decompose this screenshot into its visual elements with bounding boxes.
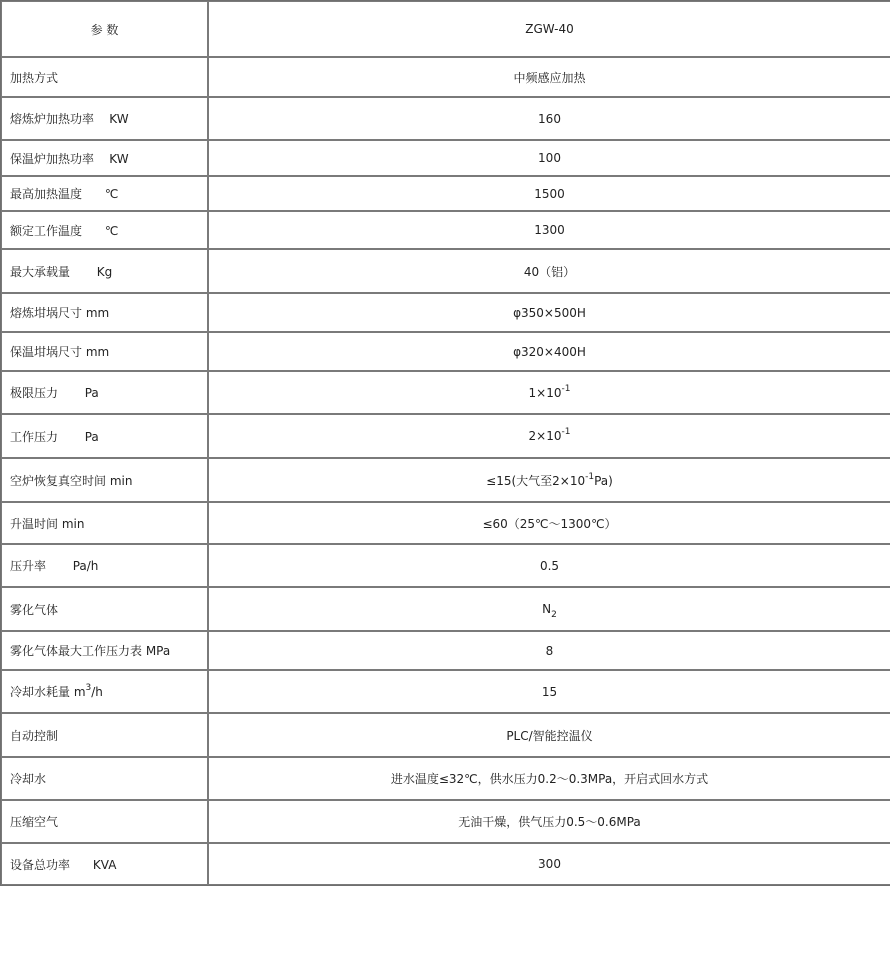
row-label: 加热方式	[1, 57, 208, 97]
row-label: 保温坩埚尺寸 mm	[1, 332, 208, 371]
table-row	[1, 502, 890, 544]
row-label: 保温炉加热功率 KW	[1, 140, 208, 176]
value-superscript: -1	[561, 427, 571, 437]
table-row	[1, 97, 890, 140]
row-value: 15	[208, 670, 890, 713]
table-row	[1, 544, 890, 587]
value-superscript: -1	[585, 471, 595, 482]
table-row	[1, 843, 890, 885]
row-value: φ320×400H	[208, 332, 890, 371]
table-row	[1, 713, 890, 757]
table-row	[1, 631, 890, 670]
row-label: 冷却水	[1, 757, 208, 800]
row-value	[208, 414, 890, 458]
model-header: ZGW-40	[208, 1, 890, 57]
value-superscript: -1	[561, 383, 571, 394]
value-base: N	[542, 602, 552, 616]
table-row	[1, 140, 890, 176]
row-value: 300	[208, 843, 890, 885]
value-subscript: 2	[551, 610, 557, 620]
table-row	[1, 458, 890, 502]
row-label: 极限压力 Pa	[1, 371, 208, 414]
row-value: 160	[208, 97, 890, 140]
row-value: 中频感应加热	[208, 57, 890, 97]
row-value: ≤60（25℃～1300℃）	[208, 502, 890, 544]
row-label: 最大承载量 Kg	[1, 249, 208, 293]
label-base: 冷却水耗量 m	[10, 685, 86, 699]
row-label: 雾化气体	[1, 587, 208, 631]
row-label: 最高加热温度 ℃	[1, 176, 208, 211]
row-value: φ350×500H	[208, 293, 890, 332]
row-value: 0.5	[208, 544, 890, 587]
value-tail: Pa)	[594, 473, 613, 488]
value-base: 2×10	[528, 429, 562, 443]
label-tail: /h	[91, 685, 103, 699]
row-value	[208, 587, 890, 631]
table-row	[1, 800, 890, 843]
row-label	[1, 670, 208, 713]
table-row	[1, 414, 890, 458]
row-value: 8	[208, 631, 890, 670]
row-label: 自动控制	[1, 713, 208, 757]
table-row	[1, 670, 890, 713]
table-row	[1, 757, 890, 800]
table-row	[1, 211, 890, 249]
table-row	[1, 57, 890, 97]
row-label: 熔炼坩埚尺寸 mm	[1, 293, 208, 332]
table-row	[1, 371, 890, 414]
row-value: 1500	[208, 176, 890, 211]
row-label: 压缩空气	[1, 800, 208, 843]
value-base: 1×10	[528, 385, 562, 400]
row-label: 升温时间 min	[1, 502, 208, 544]
table-header-row	[1, 1, 890, 57]
row-value	[208, 458, 890, 502]
row-label: 设备总功率 KVA	[1, 843, 208, 885]
row-value: 100	[208, 140, 890, 176]
table-row	[1, 332, 890, 371]
label-superscript: 3	[85, 683, 92, 693]
table-row	[1, 176, 890, 211]
row-label: 雾化气体最大工作压力表 MPa	[1, 631, 208, 670]
row-label: 空炉恢复真空时间 min	[1, 458, 208, 502]
row-value: 40（铝）	[208, 249, 890, 293]
row-label: 工作压力 Pa	[1, 414, 208, 458]
table-row	[1, 293, 890, 332]
row-value: 无油干燥，供气压力0.5～0.6MPa	[208, 800, 890, 843]
row-value: 进水温度≤32℃，供水压力0.2～0.3MPa，开启式回水方式	[208, 757, 890, 800]
row-value: PLC/智能控温仪	[208, 713, 890, 757]
row-value	[208, 371, 890, 414]
param-header: 参 数	[1, 1, 208, 57]
table-row	[1, 587, 890, 631]
row-label: 额定工作温度 ℃	[1, 211, 208, 249]
table-row	[1, 249, 890, 293]
value-base: ≤15(大气至2×10	[486, 473, 586, 488]
row-label: 熔炼炉加热功率 KW	[1, 97, 208, 140]
row-label: 压升率 Pa/h	[1, 544, 208, 587]
row-value: 1300	[208, 211, 890, 249]
